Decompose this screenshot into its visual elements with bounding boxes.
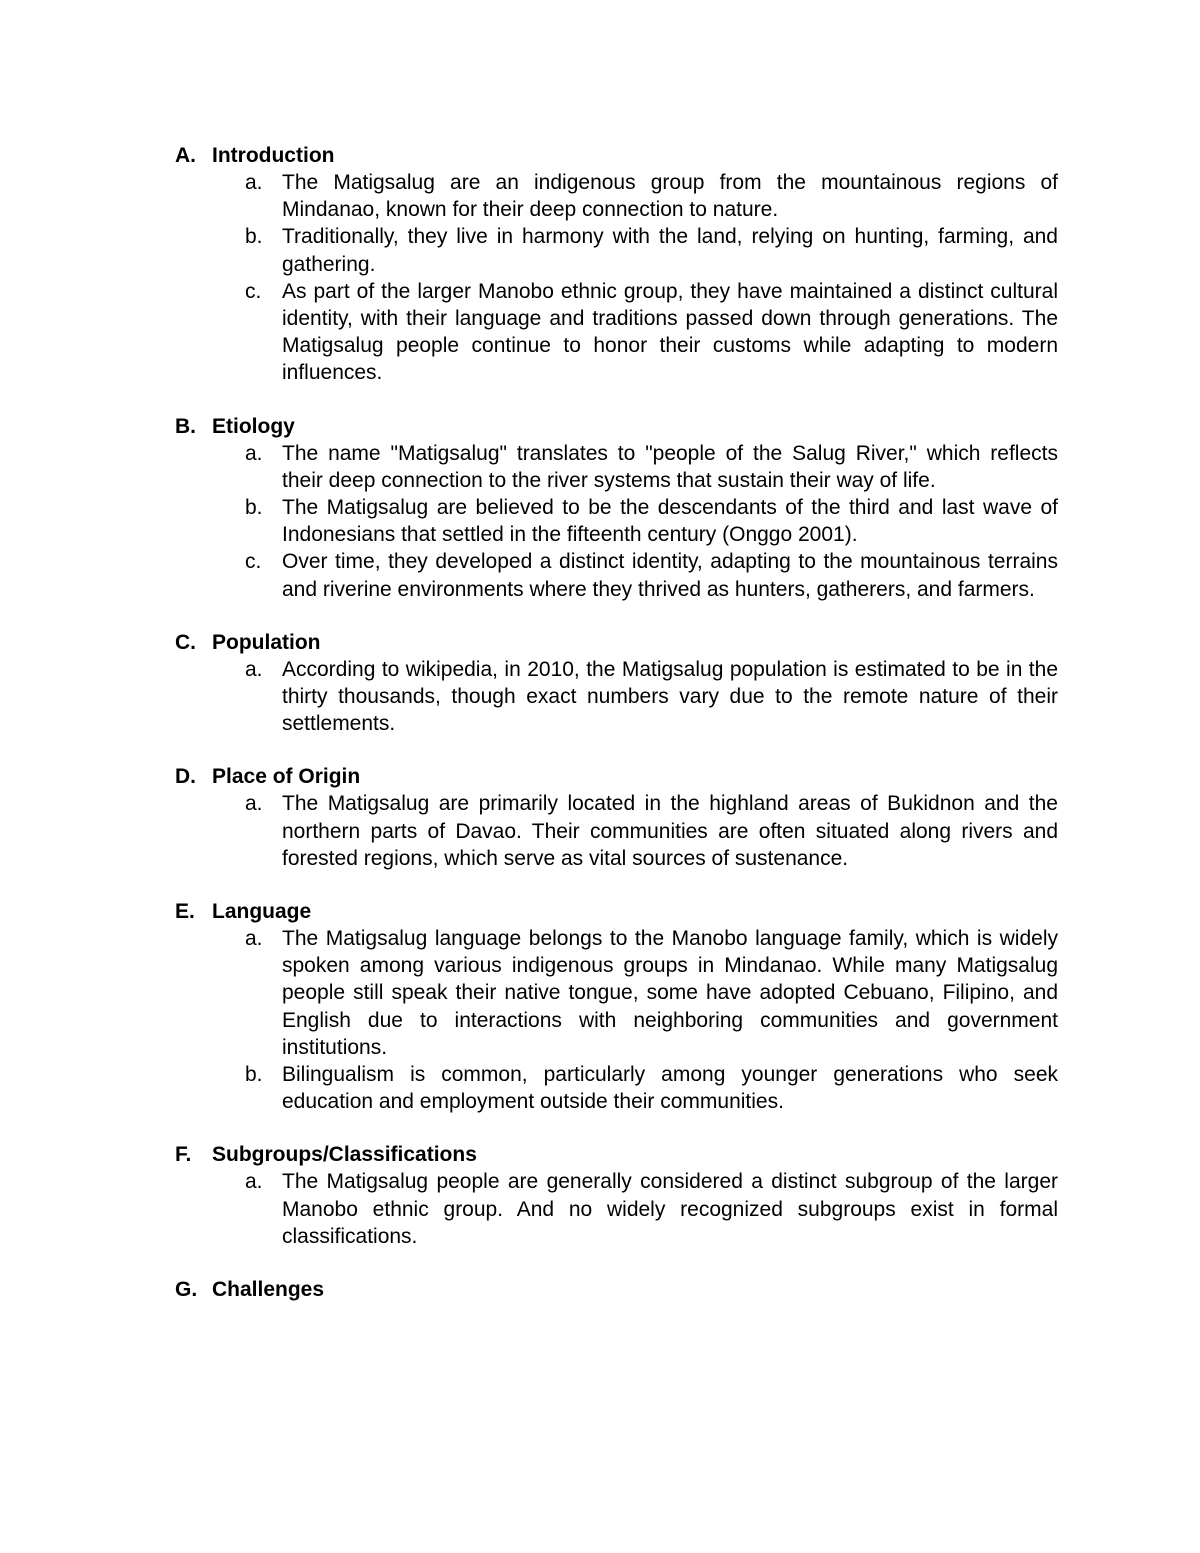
list-item-marker: b.: [245, 496, 263, 520]
section-heading: [175, 1141, 1058, 1168]
list-item-text: According to wikipedia, in 2010, the Matigsalug population is estimated to be in the thirty thousands, though exact numbers vary due to the remote nature of their settlements.: [282, 657, 1058, 736]
section-title: Language: [212, 900, 312, 924]
section: [175, 898, 1058, 1115]
list-item-marker: a.: [245, 792, 263, 816]
section-heading: [175, 898, 1058, 925]
list-item-text: Bilingualism is common, particularly among younger generations who seek education and employment outside their communities.: [282, 1063, 1058, 1114]
section-letter: E.: [175, 900, 195, 924]
section-title: Challenges: [212, 1278, 325, 1302]
section-title: Population: [212, 630, 321, 654]
section-heading: [175, 629, 1058, 656]
section-title: Place of Origin: [212, 765, 361, 789]
list-item-text: The Matigsalug are an indigenous group from the mountainous regions of Mindanao, known for their deep connection to nature.: [282, 171, 1058, 222]
list-item-text: Traditionally, they live in harmony with the land, relying on hunting, farming, and gathering.: [282, 225, 1058, 276]
list-item-marker: c.: [245, 550, 262, 574]
item-list: [175, 1168, 1058, 1250]
section-letter: D.: [175, 765, 196, 789]
list-item: [175, 278, 1058, 387]
section-heading: [175, 763, 1058, 790]
section-letter: B.: [175, 414, 196, 438]
section-title: Subgroups/Classifications: [212, 1143, 477, 1167]
item-list: [175, 440, 1058, 603]
list-item-text: Over time, they developed a distinct identity, adapting to the mountainous terrains and riverine environments where they thrived as hunters, gatherers, and farmers.: [282, 550, 1058, 601]
list-item: [175, 656, 1058, 738]
list-item-marker: c.: [245, 279, 262, 303]
list-item-marker: a.: [245, 1170, 263, 1194]
section-title: Introduction: [212, 144, 335, 167]
list-item-marker: a.: [245, 171, 263, 194]
section-heading: [175, 142, 1058, 169]
section: [175, 763, 1058, 872]
section-letter: G.: [175, 1278, 198, 1302]
list-item: [175, 494, 1058, 548]
list-item-marker: a.: [245, 657, 263, 681]
list-item-text: As part of the larger Manobo ethnic group, they have maintained a distinct cultural identity, with their language and traditions passed down through generations. The Matigsalug people continue to honor their customs while adapting to modern influences.: [282, 279, 1058, 385]
list-item: [175, 1168, 1058, 1250]
list-item: [175, 548, 1058, 602]
section-title: Etiology: [212, 414, 295, 438]
list-item: [175, 223, 1058, 277]
document-body: [175, 142, 1058, 1329]
list-item: [175, 790, 1058, 872]
section: [175, 629, 1058, 738]
section: [175, 142, 1058, 387]
section-heading: [175, 413, 1058, 440]
list-item-text: The Matigsalug people are generally considered a distinct subgroup of the larger Manobo ethnic group. And no widely recognized subgroups exist in formal classifications.: [282, 1170, 1058, 1248]
section: [175, 1276, 1058, 1303]
item-list: [175, 656, 1058, 738]
section-letter: A.: [175, 144, 196, 167]
list-item: [175, 925, 1058, 1061]
list-item-marker: b.: [245, 225, 263, 249]
section-heading: [175, 1276, 1058, 1303]
list-item-text: The name "Matigsalug" translates to "people of the Salug River," which reflects their deep connection to the river systems that sustain their way of life.: [282, 441, 1058, 492]
list-item-text: The Matigsalug are primarily located in the highland areas of Bukidnon and the northern parts of Davao. Their communities are often situated along rivers and forested regions, which serve as vital sources of sustenance.: [282, 792, 1058, 870]
list-item-marker: b.: [245, 1063, 263, 1087]
item-list: [175, 790, 1058, 872]
list-item: [175, 440, 1058, 494]
section: [175, 413, 1058, 603]
list-item: [175, 169, 1058, 223]
list-item-marker: a.: [245, 441, 263, 465]
list-item-text: The Matigsalug are believed to be the descendants of the third and last wave of Indonesians that settled in the fifteenth century (Onggo 2001).: [282, 496, 1058, 547]
section-letter: C.: [175, 630, 196, 654]
item-list: [175, 169, 1058, 387]
section-letter: F.: [175, 1143, 192, 1167]
list-item: [175, 1061, 1058, 1115]
list-item-marker: a.: [245, 927, 263, 951]
list-item-text: The Matigsalug language belongs to the Manobo language family, which is widely spoken among various indigenous groups in Mindanao. While many Matigsalug people still speak their native tongue, some have adopted Cebuano, Filipino, and English due to interactions with neighboring communities and government institutions.: [282, 927, 1058, 1059]
item-list: [175, 925, 1058, 1115]
section: [175, 1141, 1058, 1250]
